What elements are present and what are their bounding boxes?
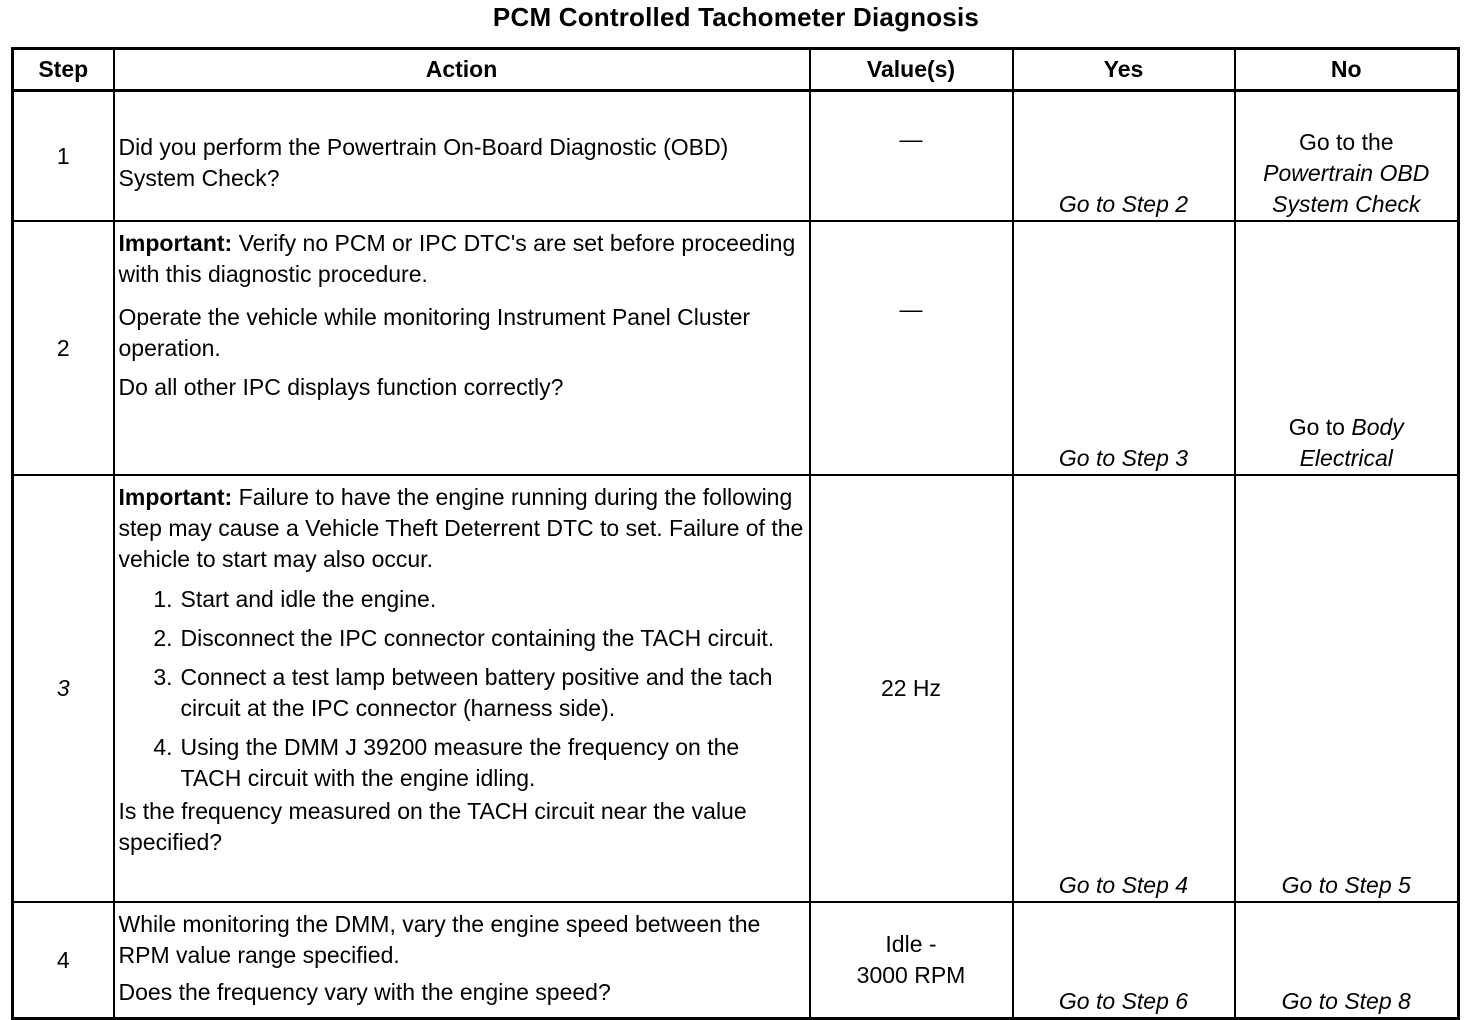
important-note [119, 482, 805, 575]
step-number: 4 [13, 902, 114, 1019]
step-number: 3 [13, 475, 114, 902]
action-question: Do all other IPC displays function correctly? [118, 374, 564, 400]
substep-number: 1. [153, 586, 173, 612]
substep-text: Start and idle the engine. [180, 586, 437, 612]
action-cell [114, 475, 810, 902]
important-text: Failure to have the engine running during the following step may cause a Vehicle Theft Deterrent DTC to set. Failure of the vehicle to start may also occur. [118, 484, 804, 572]
substep-text: Using the DMM J 39200 measure the frequency on the TACH circuit with the engine idling. [180, 734, 740, 791]
substep-text: Disconnect the IPC connector containing the TACH circuit. [180, 625, 775, 651]
table-row [13, 91, 1459, 222]
yes-link[interactable]: Go to Step 3 [1013, 221, 1235, 475]
header-values: Value(s) [810, 49, 1013, 91]
important-label: Important: [118, 484, 233, 510]
no-prefix: Go to [1288, 414, 1352, 440]
no-link[interactable]: Go to Step 5 [1235, 475, 1459, 902]
header-yes: Yes [1013, 49, 1235, 91]
substep-list [119, 584, 805, 794]
document-title: PCM Controlled Tachometer Diagnosis [492, 2, 980, 32]
header-no: No [1235, 49, 1459, 91]
yes-link[interactable]: Go to Step 2 [1013, 91, 1235, 222]
action-text: Operate the vehicle while monitoring Instrument Panel Cluster operation. [118, 304, 751, 361]
value-cell [810, 902, 1013, 1019]
yes-link[interactable]: Go to Step 4 [1013, 475, 1235, 902]
action-cell [114, 221, 810, 475]
no-cell [1235, 91, 1459, 222]
important-text: Verify no PCM or IPC DTC's are set before proceeding with this diagnostic procedure. [118, 230, 796, 287]
no-link[interactable]: Go to Step 8 [1235, 902, 1459, 1019]
action-question: Does the frequency vary with the engine speed? [118, 979, 611, 1005]
action-cell [114, 91, 810, 222]
header-step: Step [13, 49, 114, 91]
no-cell [1235, 221, 1459, 475]
value-cell: 22 Hz [810, 475, 1013, 902]
step-number: 2 [13, 221, 114, 475]
list-item [119, 584, 805, 615]
value-cell: — [810, 91, 1013, 222]
action-text: Did you perform the Powertrain On-Board Diagnostic (OBD) System Check? [118, 134, 729, 191]
value-line: 3000 RPM [856, 962, 966, 988]
list-item [119, 732, 805, 794]
substep-number: 2. [153, 625, 173, 651]
table-row [13, 221, 1459, 475]
diagnosis-table [11, 47, 1460, 1020]
substep-number: 3. [153, 664, 173, 690]
no-link-line [1240, 412, 1454, 474]
header-action: Action [114, 49, 810, 91]
no-link[interactable]: Powertrain OBD System Check [1263, 160, 1430, 217]
value-line: Idle - [885, 931, 937, 957]
substep-number: 4. [153, 734, 173, 760]
action-cell [114, 902, 810, 1019]
table-header-row [13, 49, 1459, 91]
list-item [119, 662, 805, 724]
value-cell: — [810, 221, 1013, 475]
table-row [13, 902, 1459, 1019]
substep-text: Connect a test lamp between battery positive and the tach circuit at the IPC connector (harness side). [180, 664, 773, 721]
table-row [13, 475, 1459, 902]
yes-link[interactable]: Go to Step 6 [1013, 902, 1235, 1019]
no-prefix: Go to the [1298, 129, 1394, 155]
no-link[interactable]: Body Electrical [1299, 414, 1404, 471]
important-label: Important: [118, 230, 233, 256]
list-item [119, 623, 805, 654]
action-question: Is the frequency measured on the TACH circuit near the value specified? [118, 798, 747, 855]
step-number: 1 [13, 91, 114, 222]
action-text: While monitoring the DMM, vary the engine speed between the RPM value range specified. [118, 911, 761, 968]
important-note [119, 228, 805, 290]
